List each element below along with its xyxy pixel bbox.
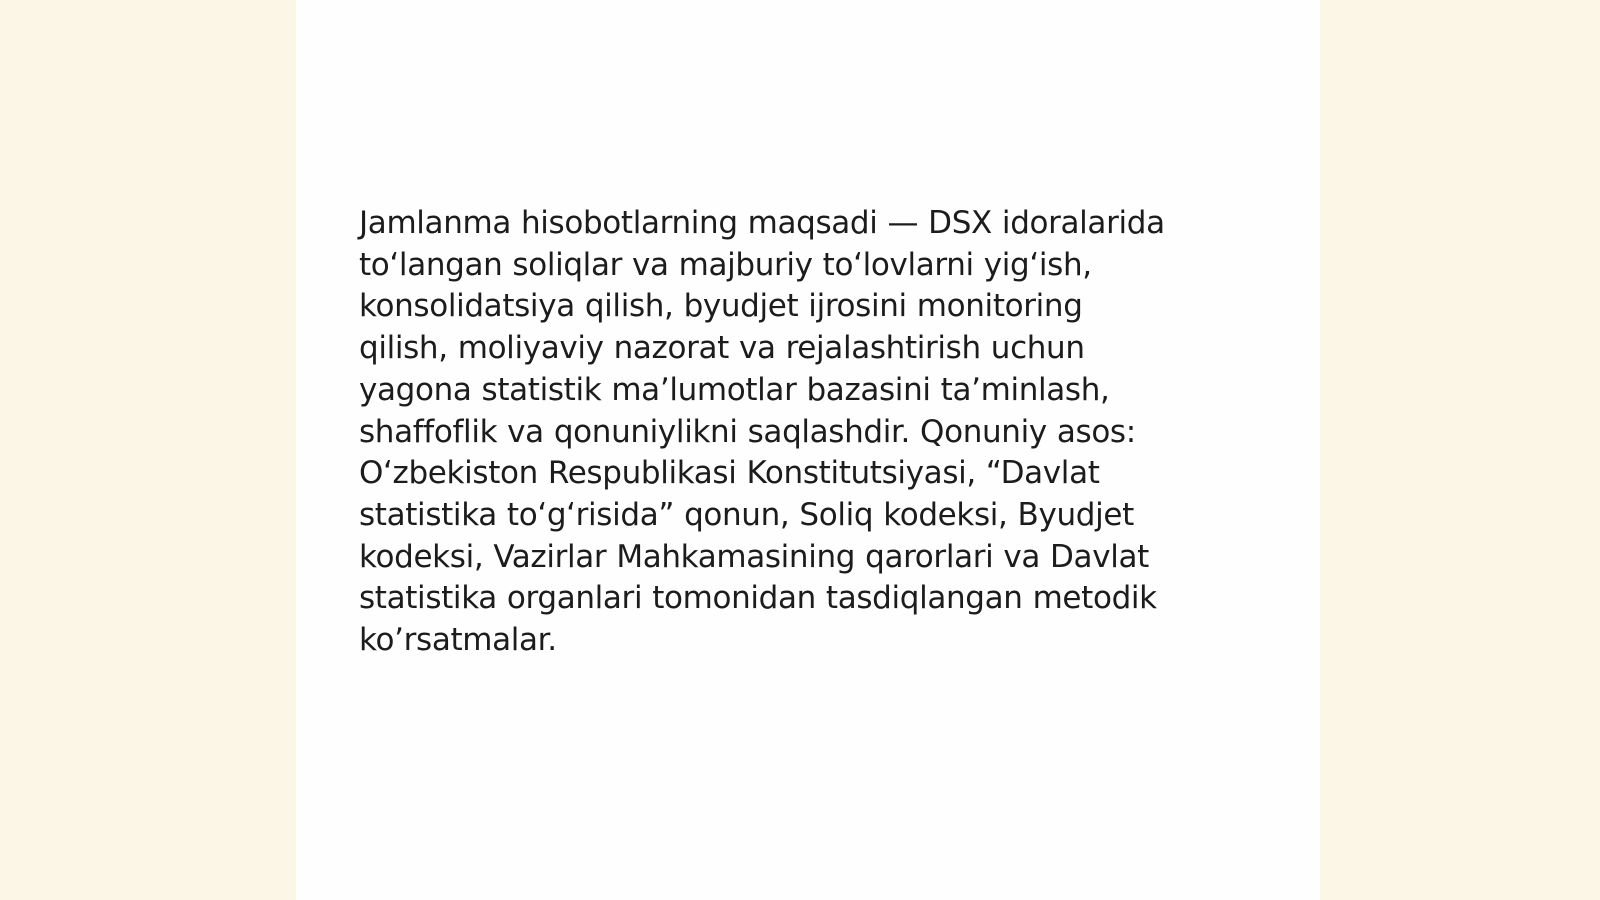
- text-line: to‘langan soliqlar va majburiy to‘lovlarni yig‘ish,: [359, 246, 1092, 283]
- left-background-panel: [0, 0, 296, 900]
- text-line: yagona statistik ma’lumotlar bazasini ta’minlash,: [359, 371, 1110, 408]
- text-line: konsolidatsiya qilish, byudjet ijrosini monitoring: [359, 288, 1083, 325]
- slide-body-text: [359, 203, 1239, 662]
- text-line: Jamlanma hisobotlarning maqsadi — DSX idoralarida: [359, 205, 1165, 241]
- text-line: qilish, moliyaviy nazorat va rejalashtirish uchun: [359, 330, 1085, 367]
- text-line: shaffoflik va qonuniylikni saqlashdir. Qonuniy asos:: [359, 413, 1136, 450]
- text-line: kodeksi, Vazirlar Mahkamasining qarorlari va Davlat: [359, 538, 1149, 575]
- text-line: ko’rsatmalar.: [359, 622, 557, 659]
- text-line: statistika to‘g‘risida” qonun, Soliq kodeksi, Byudjet: [359, 496, 1134, 533]
- right-background-panel: [1320, 0, 1600, 900]
- text-line: O‘zbekiston Respublikasi Konstitutsiyasi, “Davlat: [359, 455, 1100, 492]
- slide-canvas: [296, 0, 1320, 900]
- text-line: statistika organlari tomonidan tasdiqlangan metodik: [359, 580, 1157, 617]
